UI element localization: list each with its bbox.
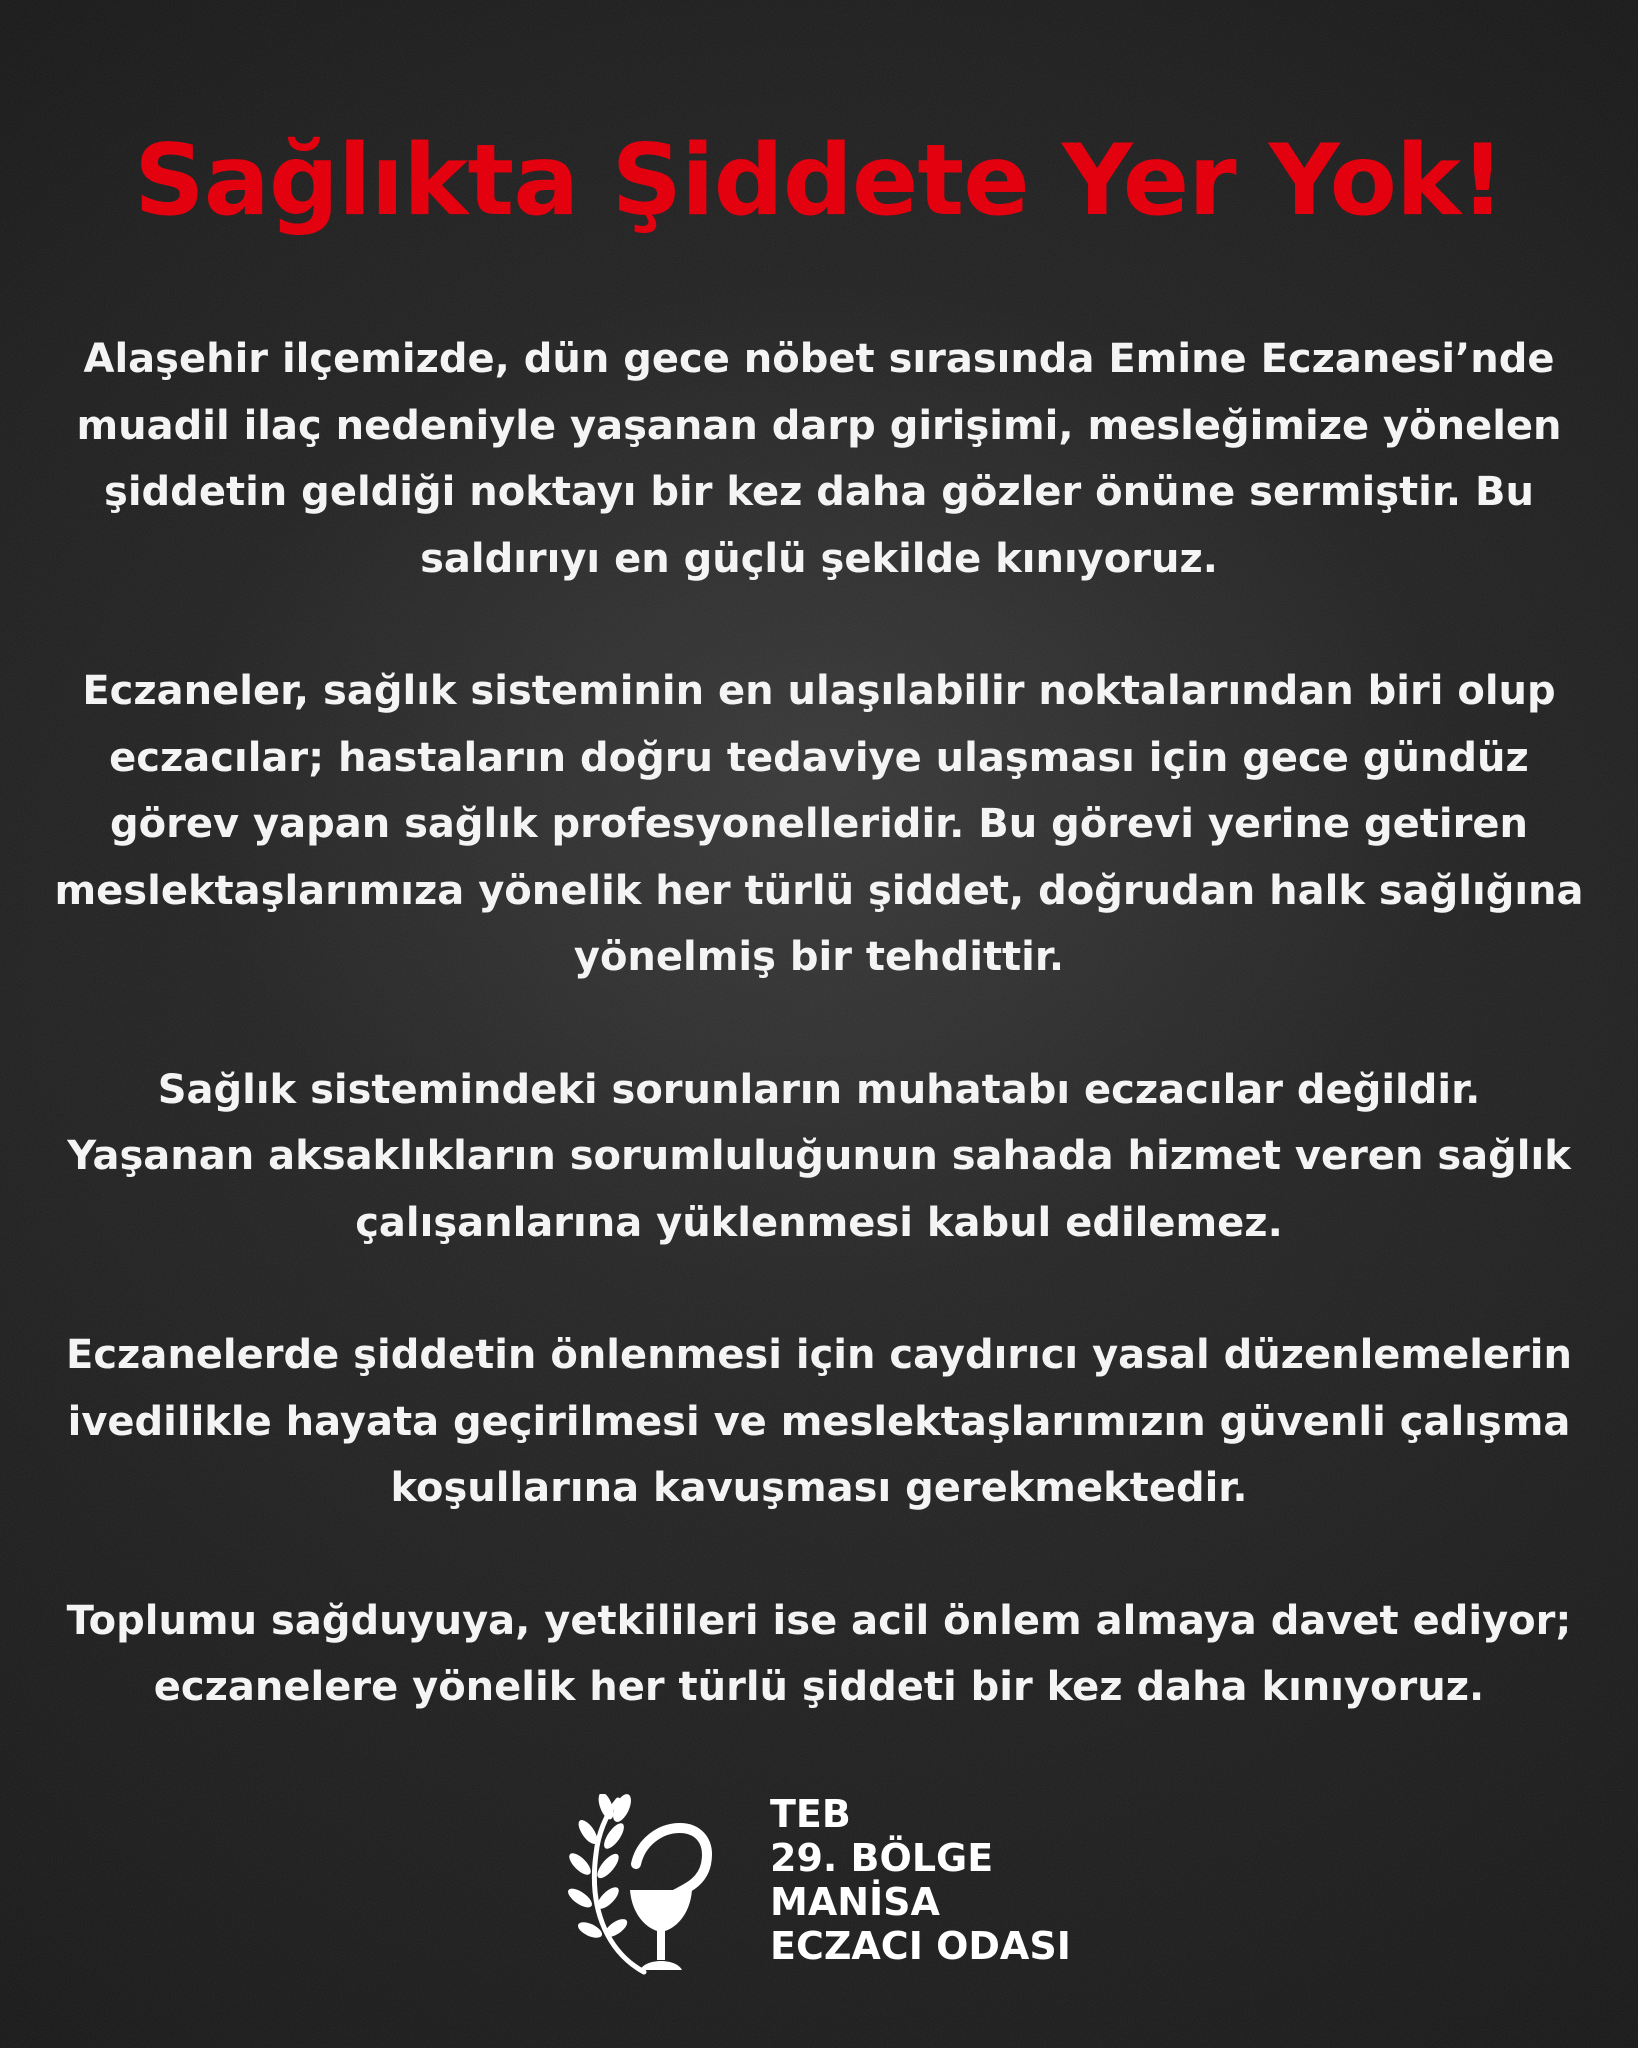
text-line: yönelmiş bir tehdittir. bbox=[573, 934, 1065, 980]
chamber-name bbox=[770, 1792, 1071, 1968]
text-line: görev yapan sağlık profesyonelleridir. Bu görevi yerine getiren bbox=[110, 801, 1528, 847]
text-line: Eczanelerde şiddetin önlenmesi için caydırıcı yasal düzenlemelerin bbox=[66, 1332, 1572, 1378]
text-line: meslektaşlarımıza yönelik her türlü şiddet, doğrudan halk sağlığına bbox=[54, 867, 1584, 914]
text-line: ivedilikle hayata geçirilmesi ve meslektaşlarımızın güvenli çalışma bbox=[67, 1398, 1571, 1445]
text-line: koşullarına kavuşması gerekmektedir. bbox=[390, 1465, 1248, 1511]
logo-line: 29. BÖLGE bbox=[770, 1836, 994, 1880]
paragraph-2 bbox=[30, 658, 1608, 991]
text-line: eczanelere yönelik her türlü şiddeti bir kez daha kınıyoruz. bbox=[153, 1664, 1485, 1710]
headline: Sağlıkta Şiddete Yer Yok! bbox=[134, 124, 1504, 238]
laurel-and-pharmacy-cup-icon bbox=[566, 1794, 716, 1980]
text-line: Alaşehir ilçemizde, dün gece nöbet sırasında Emine Eczanesi’nde bbox=[83, 336, 1555, 382]
paragraph-4 bbox=[30, 1322, 1608, 1522]
logo-line: ECZACI ODASI bbox=[770, 1924, 1071, 1968]
paragraph-5 bbox=[30, 1588, 1608, 1721]
text-line: eczacılar; hastaların doğru tedaviye ulaşması için gece gündüz bbox=[109, 734, 1529, 781]
text-line: muadil ilaç nedeniyle yaşanan darp girişimi, mesleğimize yönelen bbox=[76, 402, 1562, 449]
text-line: Eczaneler, sağlık sisteminin en ulaşılabilir noktalarından biri olup bbox=[82, 668, 1556, 714]
paragraph-1 bbox=[30, 326, 1608, 592]
logo-line: MANİSA bbox=[770, 1880, 940, 1924]
text-line: Sağlık sistemindeki sorunların muhatabı eczacılar değildir. bbox=[157, 1066, 1481, 1113]
chamber-logo bbox=[566, 1792, 1086, 1988]
text-line: şiddetin geldiği noktayı bir kez daha gözler önüne sermiştir. Bu bbox=[104, 469, 1534, 515]
statement-text bbox=[30, 326, 1608, 1787]
text-line: Toplumu sağduyuya, yetkilileri ise acil önlem almaya davet ediyor; bbox=[66, 1597, 1572, 1644]
paragraph-3 bbox=[30, 1057, 1608, 1257]
text-line: saldırıyı en güçlü şekilde kınıyoruz. bbox=[420, 535, 1218, 582]
text-line: Yaşanan aksaklıkların sorumluluğunun sahada hizmet veren sağlık bbox=[67, 1133, 1571, 1179]
text-line: çalışanlarına yüklenmesi kabul edilemez. bbox=[355, 1199, 1283, 1246]
logo-line: TEB bbox=[770, 1792, 851, 1836]
